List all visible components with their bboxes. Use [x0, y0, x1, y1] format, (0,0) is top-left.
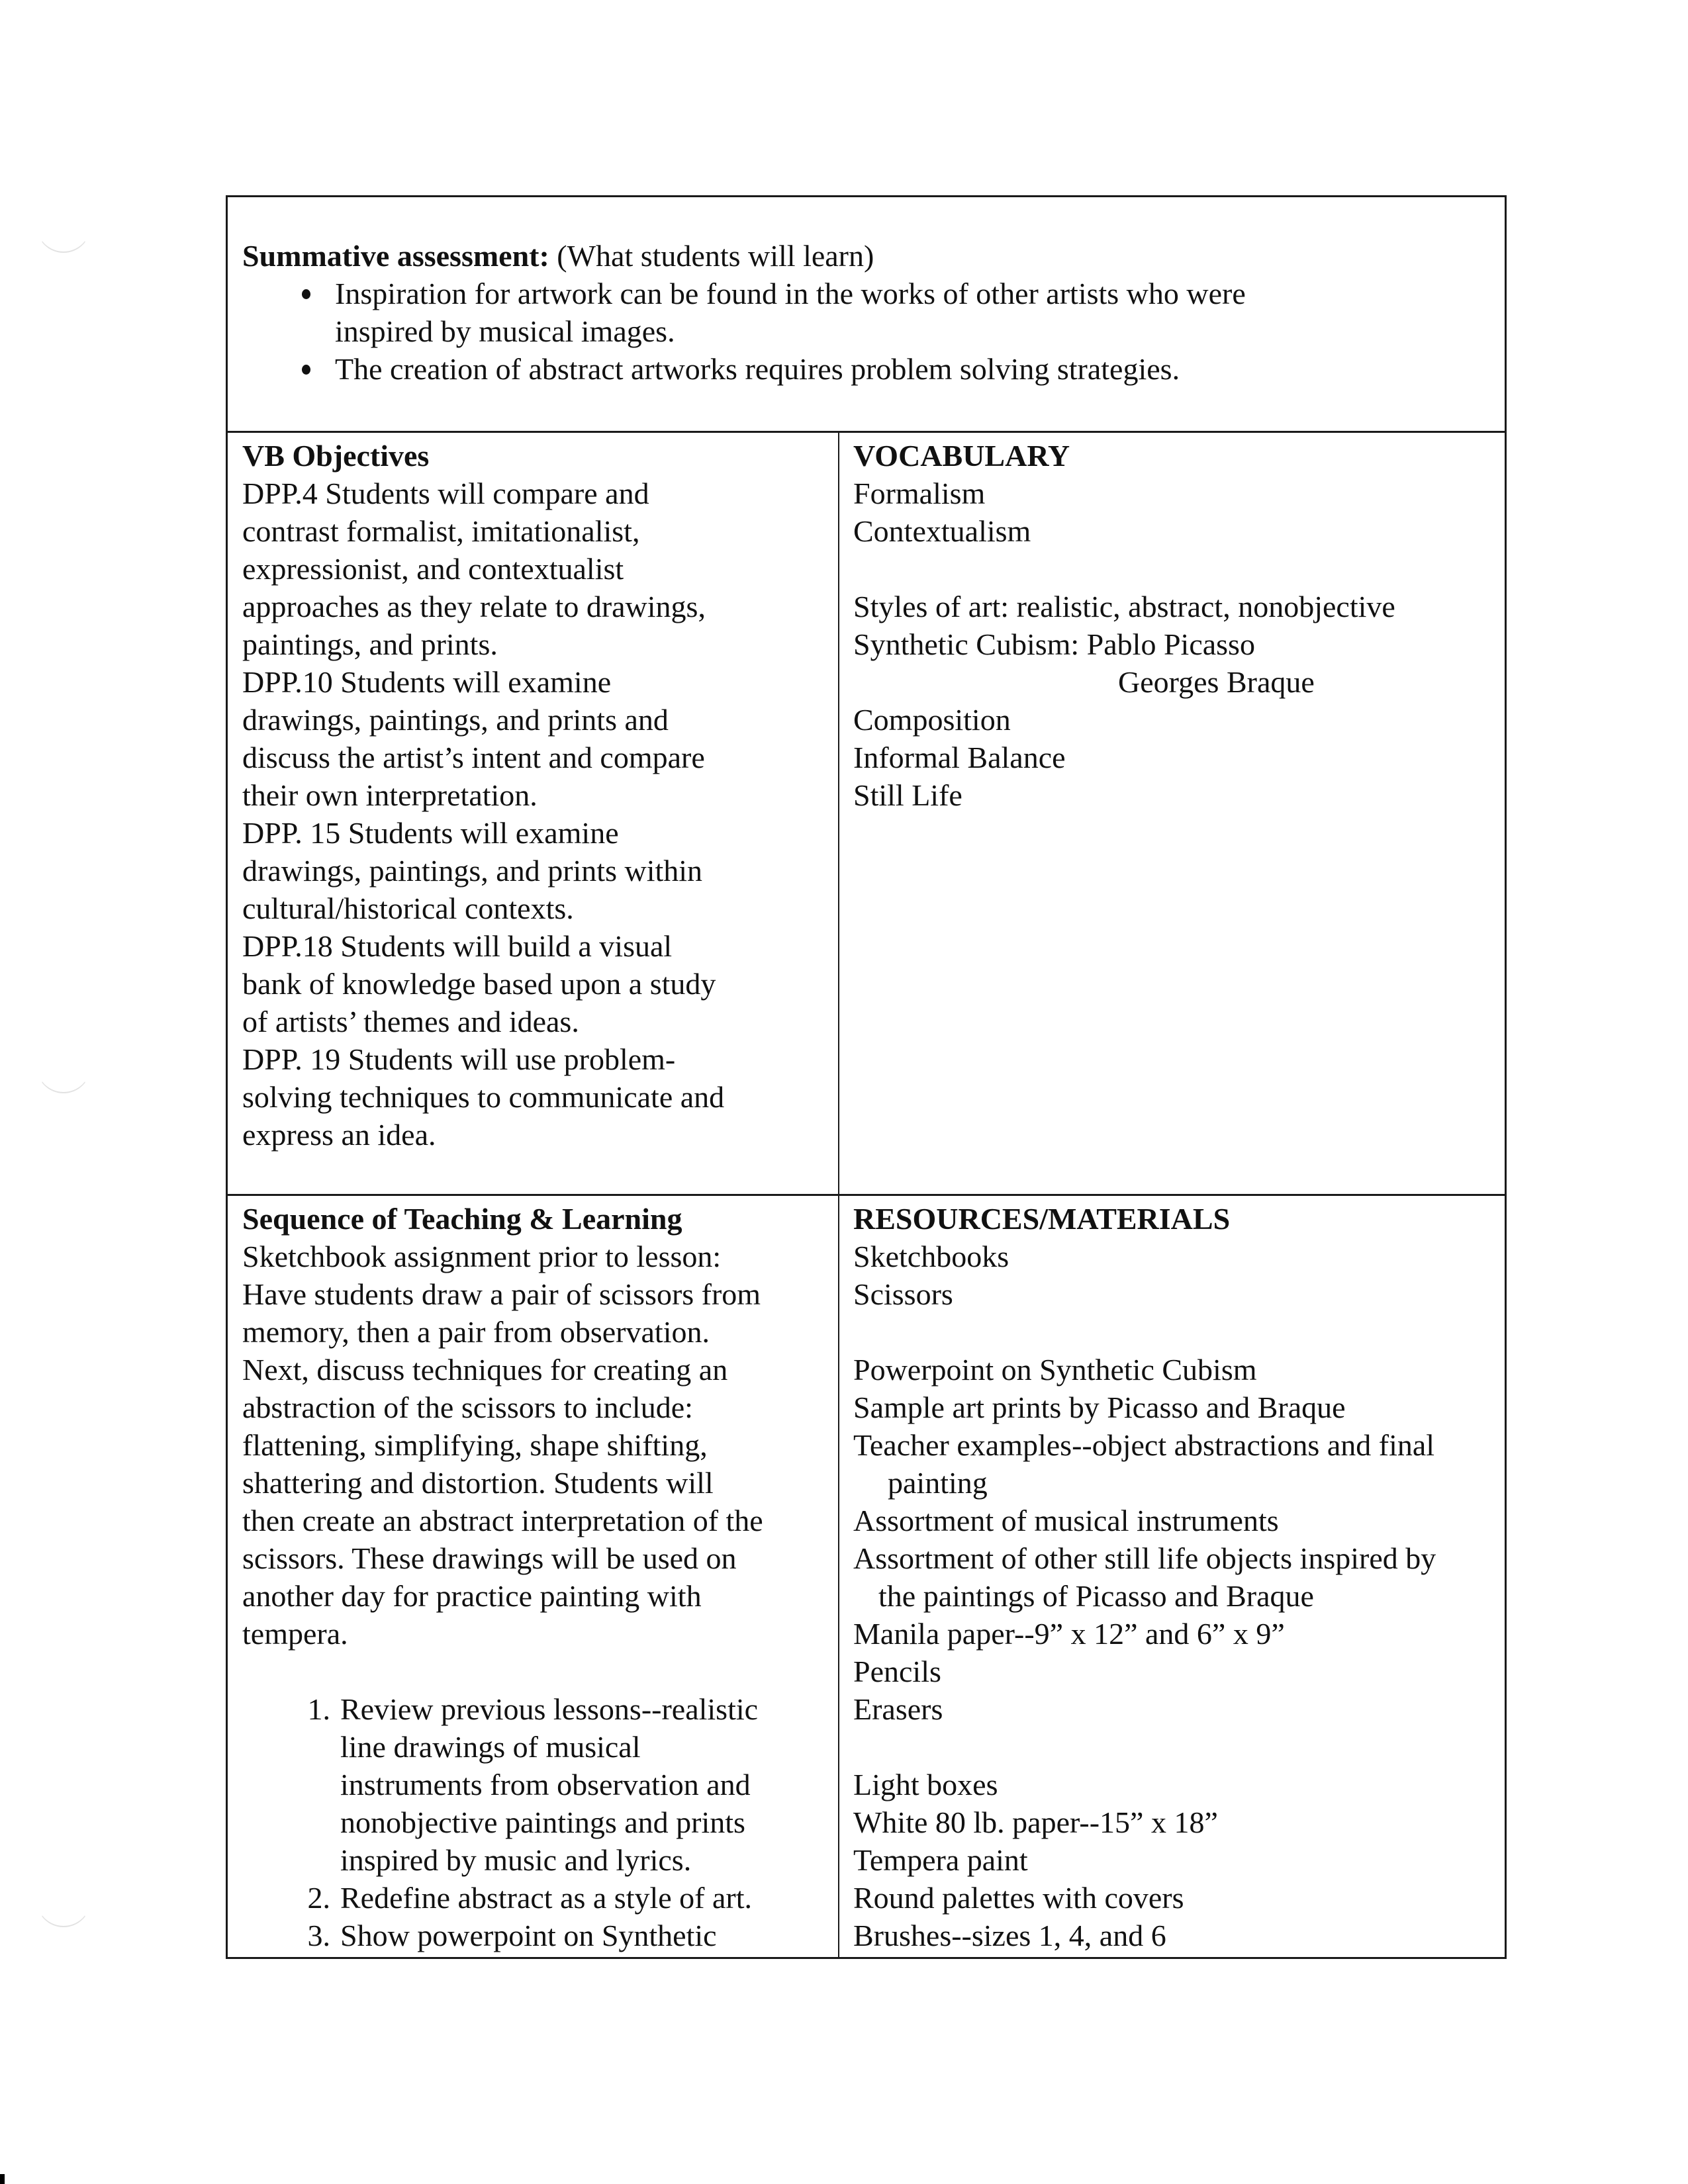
step-line: Review previous lessons--realistic	[340, 1692, 759, 1726]
resource-item: Pencils	[853, 1655, 941, 1688]
objective-line: DPP.4 Students will compare and	[242, 477, 649, 510]
vocabulary-heading: VOCABULARY	[853, 439, 1070, 473]
sequence-intro-line: tempera.	[242, 1617, 348, 1651]
resource-item: Powerpoint on Synthetic Cubism	[853, 1353, 1257, 1387]
sequence-heading: Sequence of Teaching & Learning	[242, 1202, 682, 1236]
resource-item-continuation: the paintings of Picasso and Braque	[878, 1579, 1314, 1613]
resource-item: Teacher examples--object abstractions and final	[853, 1428, 1435, 1462]
resource-item: Sample art prints by Picasso and Braque	[853, 1390, 1346, 1424]
summative-bullet-list	[242, 275, 1505, 388]
resources-cell	[839, 1196, 1505, 1957]
vocabulary-term: Informal Balance	[853, 741, 1066, 774]
bullet-line: inspired by musical images.	[335, 314, 675, 348]
summative-title: Summative assessment:	[242, 239, 549, 273]
punch-hole-mark	[36, 199, 91, 253]
summative-subtitle: (What students will learn)	[557, 239, 874, 273]
bullet-icon	[302, 365, 310, 375]
sequence-intro-line: then create an abstract interpretation of the	[242, 1504, 763, 1537]
step-number: 2.	[307, 1881, 330, 1915]
vocabulary-term: Composition	[853, 703, 1011, 737]
vocabulary-spacer	[853, 550, 1505, 588]
objective-line: expressionist, and contextualist	[242, 552, 624, 586]
objective-line: bank of knowledge based upon a study	[242, 967, 716, 1001]
bullet-icon	[302, 289, 310, 299]
vocabulary-term: Still Life	[853, 778, 962, 812]
lesson-plan-table	[226, 195, 1507, 1959]
objective-line: contrast formalist, imitationalist,	[242, 514, 640, 548]
resource-spacer	[853, 1313, 1505, 1351]
step-line: nonobjective paintings and prints	[340, 1805, 745, 1839]
vocabulary-term: Styles of art: realistic, abstract, nonobjective	[853, 590, 1395, 623]
resource-item: Assortment of musical instruments	[853, 1504, 1279, 1537]
step-line: instruments from observation and	[340, 1768, 751, 1801]
objective-line: drawings, paintings, and prints and	[242, 703, 669, 737]
sequence-intro-line: Have students draw a pair of scissors from	[242, 1277, 761, 1311]
sequence-cell	[228, 1196, 839, 1957]
vb-objectives-cell	[228, 433, 839, 1194]
summative-assessment-heading	[242, 237, 1505, 275]
objective-line: drawings, paintings, and prints within	[242, 854, 703, 887]
scan-edge-mark	[0, 2174, 5, 2184]
resource-item: Sketchbooks	[853, 1240, 1009, 1273]
sequence-intro-line: Next, discuss techniques for creating an	[242, 1353, 728, 1387]
vocabulary-term: Formalism	[853, 477, 986, 510]
summative-assessment-row	[228, 197, 1505, 433]
resource-item: Round palettes with covers	[853, 1881, 1184, 1915]
resource-item: Assortment of other still life objects inspired by	[853, 1541, 1436, 1575]
sequence-intro-line: Sketchbook assignment prior to lesson:	[242, 1240, 722, 1273]
resource-item: Light boxes	[853, 1768, 998, 1801]
step-line: Redefine abstract as a style of art.	[340, 1881, 753, 1915]
sequence-intro-line: abstraction of the scissors to include:	[242, 1390, 693, 1424]
objective-line: DPP.18 Students will build a visual	[242, 929, 673, 963]
resources-heading: RESOURCES/MATERIALS	[853, 1202, 1231, 1236]
summative-bullet	[335, 350, 1505, 388]
sequence-steps-list	[242, 1690, 838, 1954]
resource-item: Tempera paint	[853, 1843, 1028, 1877]
objective-line: paintings, and prints.	[242, 627, 498, 661]
resource-spacer	[853, 1728, 1505, 1766]
objective-line: their own interpretation.	[242, 778, 538, 812]
sequence-intro-line: flattening, simplifying, shape shifting,	[242, 1428, 708, 1462]
step-line: Show powerpoint on Synthetic	[340, 1919, 717, 1952]
vocabulary-term: Synthetic Cubism: Pablo Picasso	[853, 627, 1255, 661]
objective-line: approaches as they relate to drawings,	[242, 590, 706, 623]
objective-line: DPP. 19 Students will use problem-	[242, 1042, 676, 1076]
vb-objectives-heading: VB Objectives	[242, 439, 430, 473]
step-number: 1.	[307, 1692, 330, 1726]
objectives-vocabulary-row	[228, 433, 1505, 1196]
resource-item: Manila paper--9” x 12” and 6” x 9”	[853, 1617, 1285, 1651]
vocabulary-term: Contextualism	[853, 514, 1031, 548]
objective-line: of artists’ themes and ideas.	[242, 1005, 579, 1038]
objective-line: discuss the artist’s intent and compare	[242, 741, 705, 774]
sequence-step	[307, 1690, 838, 1879]
resource-item: White 80 lb. paper--15” x 18”	[853, 1805, 1218, 1839]
sequence-step	[307, 1879, 838, 1917]
bullet-line: Inspiration for artwork can be found in the works of other artists who were	[335, 277, 1246, 310]
vocabulary-term: Georges Braque	[1118, 665, 1315, 699]
punch-hole-mark	[36, 1039, 91, 1093]
objective-line: solving techniques to communicate and	[242, 1080, 725, 1114]
sequence-intro-line: shattering and distortion. Students will	[242, 1466, 714, 1500]
objective-line: DPP.10 Students will examine	[242, 665, 612, 699]
resource-item: Scissors	[853, 1277, 953, 1311]
step-line: inspired by music and lyrics.	[340, 1843, 692, 1877]
sequence-intro-line: scissors. These drawings will be used on	[242, 1541, 737, 1575]
step-line: line drawings of musical	[340, 1730, 641, 1764]
objective-line: DPP. 15 Students will examine	[242, 816, 619, 850]
resource-item: Erasers	[853, 1692, 943, 1726]
resource-item: Brushes--sizes 1, 4, and 6	[853, 1919, 1166, 1952]
step-number: 3.	[307, 1919, 330, 1952]
summative-assessment-cell	[228, 197, 1505, 431]
objective-line: express an idea.	[242, 1118, 436, 1152]
vocabulary-cell	[839, 433, 1505, 1194]
summative-bullet	[335, 275, 1505, 350]
punch-hole-mark	[36, 1873, 91, 1927]
objective-line: cultural/historical contexts.	[242, 891, 574, 925]
sequence-intro-line: memory, then a pair from observation.	[242, 1315, 710, 1349]
sequence-step	[307, 1917, 838, 1954]
resource-item-continuation: painting	[888, 1466, 988, 1500]
sequence-intro-line: another day for practice painting with	[242, 1579, 702, 1613]
bullet-line: The creation of abstract artworks requires problem solving strategies.	[335, 352, 1180, 386]
sequence-resources-row	[228, 1196, 1505, 1957]
